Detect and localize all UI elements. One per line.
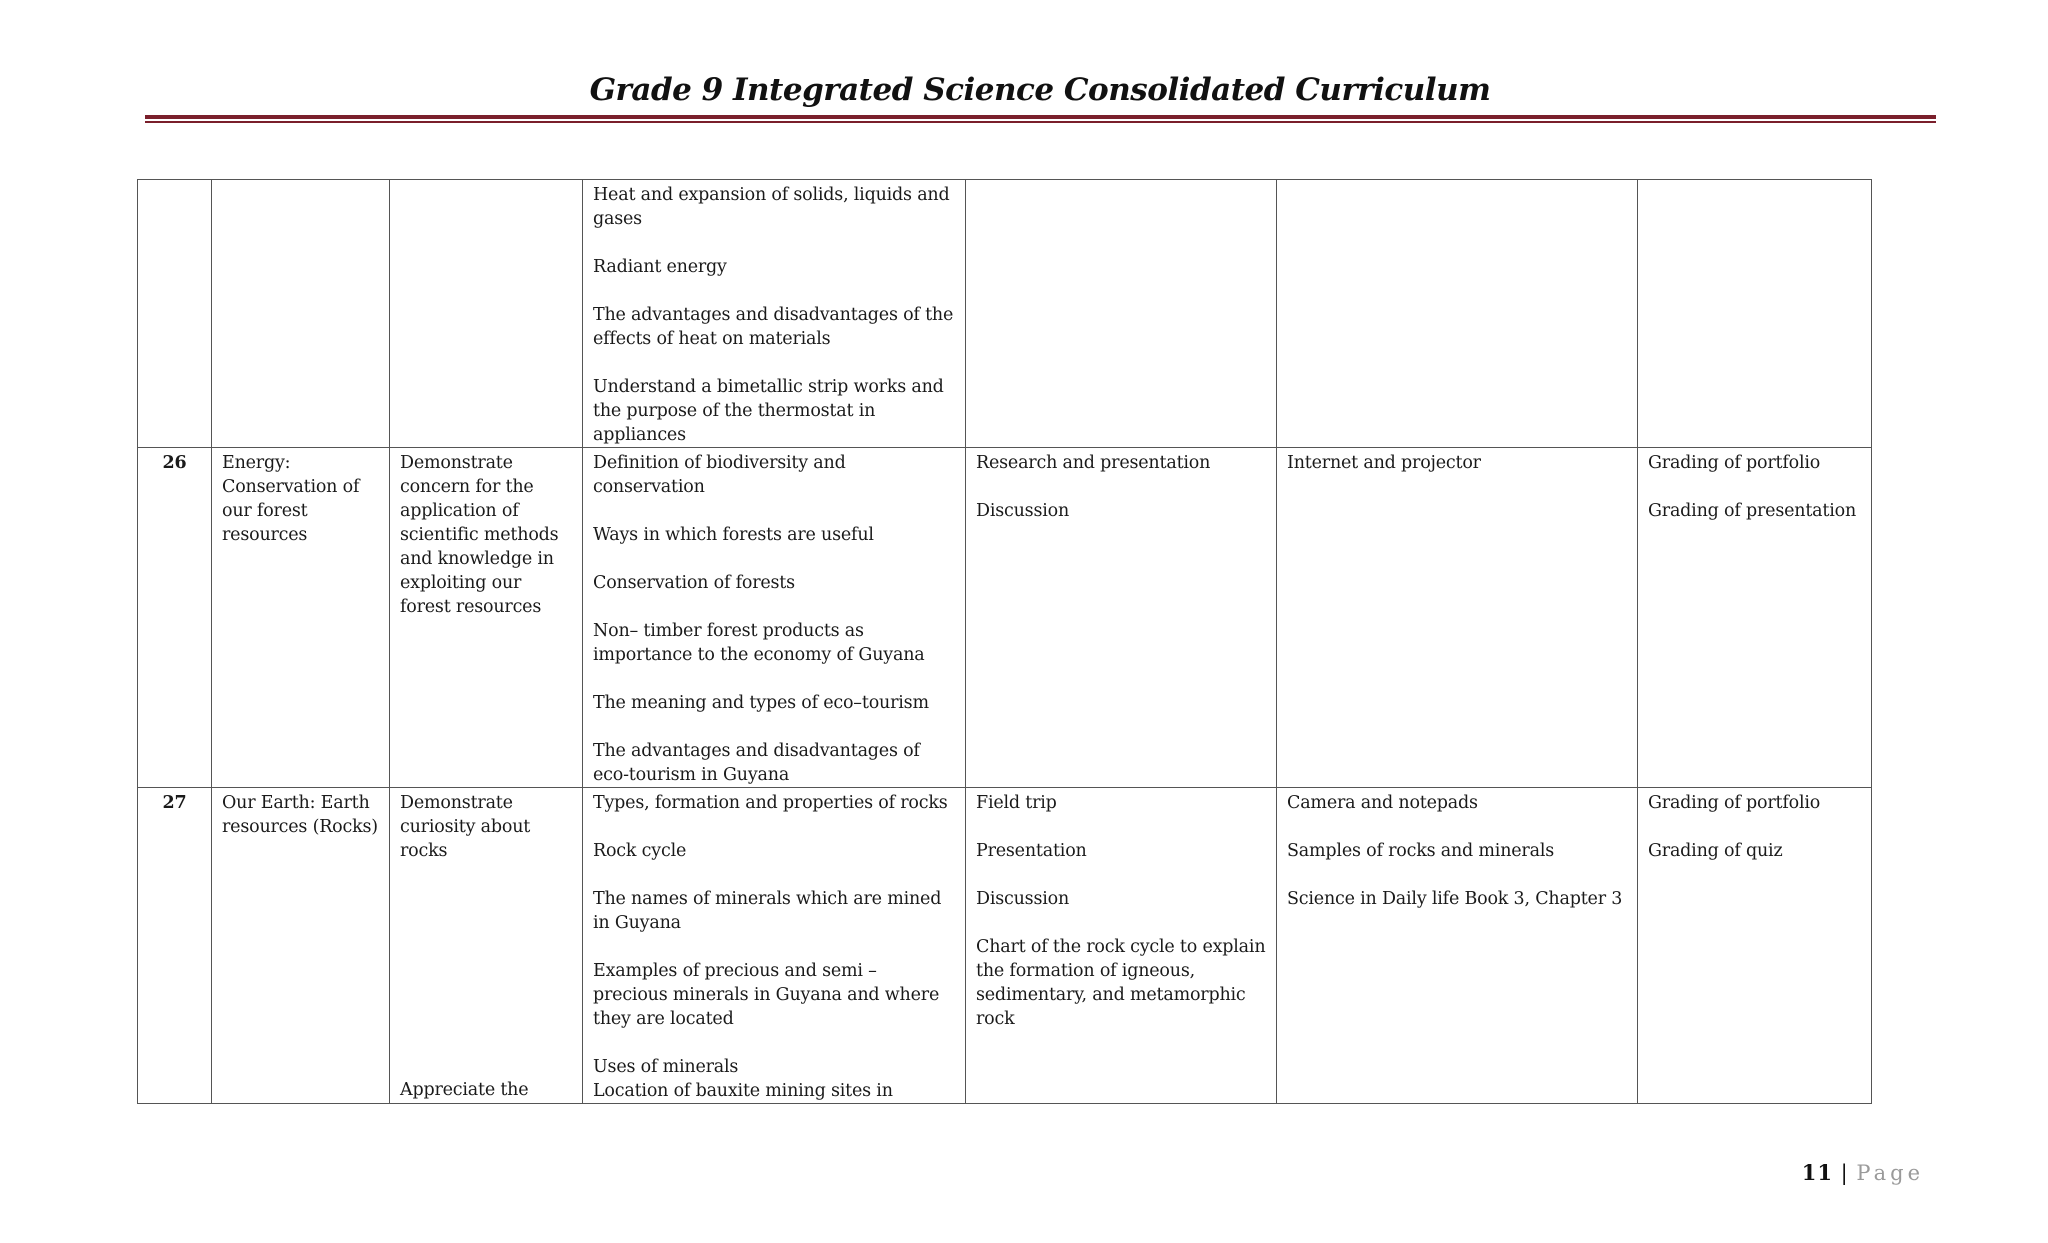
paragraph-gap <box>976 475 1266 499</box>
paragraph-gap <box>1648 815 1861 839</box>
content-cell <box>583 788 966 1104</box>
content-cell-item: Heat and expansion of solids, liquids and gases <box>593 185 950 229</box>
activities-cell <box>966 788 1277 1104</box>
assessment-cell <box>1638 448 1872 788</box>
content-cell-item: The meaning and types of eco–tourism <box>593 693 929 713</box>
assessment-cell <box>1638 180 1872 448</box>
resources-cell-item: Internet and projector <box>1287 453 1481 473</box>
week-number-cell <box>138 788 212 1104</box>
activities-cell-item: Presentation <box>976 841 1087 861</box>
table-body <box>138 180 1872 1104</box>
paragraph-gap <box>593 279 955 303</box>
table-row <box>138 180 1872 448</box>
topic-cell-text: Energy: Conservation of our forest resources <box>222 453 360 545</box>
paragraph-gap <box>593 499 955 523</box>
paragraph-gap <box>976 911 1266 935</box>
objective-wrap <box>400 451 572 786</box>
resources-cell-item: Science in Daily life Book 3, Chapter 3 <box>1287 889 1623 909</box>
assessment-cell-item: Grading of presentation <box>1648 501 1857 521</box>
paragraph-gap <box>593 667 955 691</box>
paragraph-gap <box>593 715 955 739</box>
content-cell-item: The names of minerals which are mined in Guyana <box>593 889 942 933</box>
objective-text: Demonstrate curiosity about rocks <box>400 793 531 861</box>
header-rule-thick <box>145 115 1936 119</box>
content-cell-item: The advantages and disadvantages of the effects of heat on materials <box>593 305 954 349</box>
page-separator: | <box>1840 1161 1849 1185</box>
paragraph-gap <box>593 863 955 887</box>
content-cell-item: Examples of precious and semi – precious minerals in Guyana and where they are located <box>593 961 940 1029</box>
paragraph-gap <box>593 351 955 375</box>
resources-cell <box>1277 180 1638 448</box>
objective-cell <box>390 448 583 788</box>
objective-text: Demonstrate concern for the application of scientific methods and knowledge in exploiting our forest resources <box>400 453 559 617</box>
paragraph-gap <box>1287 815 1627 839</box>
topic-cell <box>212 448 390 788</box>
content-cell-item: Radiant energy <box>593 257 727 277</box>
paragraph-gap <box>593 1031 955 1055</box>
paragraph-gap <box>593 547 955 571</box>
objective-continuation: Appreciate the <box>400 1080 529 1100</box>
content-cell-item: Location of bauxite mining sites in <box>593 1081 893 1101</box>
page-footer <box>1802 1160 1924 1185</box>
objective-wrap <box>400 791 572 1102</box>
week-number-cell-text: 27 <box>162 793 187 813</box>
paragraph-gap <box>976 863 1266 887</box>
resources-cell <box>1277 448 1638 788</box>
assessment-cell-item: Grading of portfolio <box>1648 453 1821 473</box>
assessment-cell-item: Grading of portfolio <box>1648 793 1821 813</box>
activities-cell <box>966 180 1277 448</box>
week-number-cell-text: 26 <box>162 453 187 473</box>
assessment-cell <box>1638 788 1872 1104</box>
content-cell-item: Non– timber forest products as importance to the economy of Guyana <box>593 621 925 665</box>
assessment-cell-item: Grading of quiz <box>1648 841 1783 861</box>
paragraph-gap <box>593 815 955 839</box>
content-cell <box>583 180 966 448</box>
content-cell-item: Uses of minerals <box>593 1057 739 1077</box>
objective-cell <box>390 180 583 448</box>
objective-wrap <box>400 183 572 445</box>
page-title: Grade 9 Integrated Science Consolidated Curriculum <box>589 72 1491 108</box>
activities-cell-item: Discussion <box>976 889 1070 909</box>
week-number-cell <box>138 448 212 788</box>
resources-cell <box>1277 788 1638 1104</box>
content-cell-item: Types, formation and properties of rocks <box>593 793 948 813</box>
activities-cell-item: Chart of the rock cycle to explain the formation of igneous, sedimentary, and metamorphic rock <box>976 937 1266 1029</box>
content-cell <box>583 448 966 788</box>
activities-cell <box>966 448 1277 788</box>
resources-cell-item: Camera and notepads <box>1287 793 1478 813</box>
content-cell-item: Definition of biodiversity and conservation <box>593 453 846 497</box>
paragraph-gap <box>976 815 1266 839</box>
table-row <box>138 788 1872 1104</box>
resources-cell-item: Samples of rocks and minerals <box>1287 841 1555 861</box>
paragraph-gap <box>593 935 955 959</box>
content-cell-item: Ways in which forests are useful <box>593 525 874 545</box>
activities-cell-item: Field trip <box>976 793 1057 813</box>
paragraph-gap <box>593 231 955 255</box>
topic-cell <box>212 788 390 1104</box>
week-number-cell <box>138 180 212 448</box>
curriculum-table <box>137 179 1872 1104</box>
paragraph-gap <box>593 595 955 619</box>
paragraph-gap <box>1648 475 1861 499</box>
page-number: 11 <box>1801 1160 1833 1185</box>
activities-cell-item: Research and presentation <box>976 453 1211 473</box>
content-cell-item: Understand a bimetallic strip works and the purpose of the thermostat in appliances <box>593 377 944 445</box>
content-cell-item: Rock cycle <box>593 841 687 861</box>
topic-cell <box>212 180 390 448</box>
paragraph-gap <box>1287 863 1627 887</box>
header-rule-thin <box>145 121 1936 123</box>
page-word: Page <box>1856 1161 1924 1185</box>
content-cell-item: The advantages and disadvantages of eco-tourism in Guyana <box>593 741 920 785</box>
table-row <box>138 448 1872 788</box>
topic-cell-text: Our Earth: Earth resources (Rocks) <box>222 793 378 837</box>
objective-cell <box>390 788 583 1104</box>
activities-cell-item: Discussion <box>976 501 1070 521</box>
content-cell-item: Conservation of forests <box>593 573 795 593</box>
